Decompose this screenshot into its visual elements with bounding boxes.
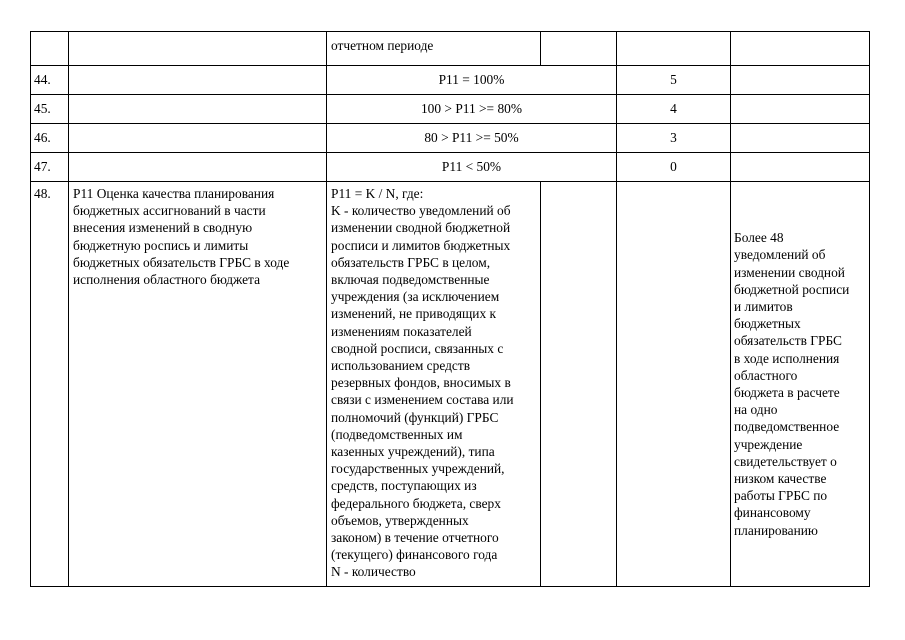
note-cell [731, 66, 870, 95]
table-row [31, 153, 870, 182]
extra-cell [617, 182, 731, 587]
score-cell [541, 32, 617, 66]
indicator-cell [69, 66, 327, 95]
score-cell: 0 [617, 153, 731, 182]
row-number-cell: 45. [31, 95, 69, 124]
formula-cell [327, 32, 541, 66]
row-number-cell: 44. [31, 66, 69, 95]
table-row [31, 182, 870, 587]
note-cell [731, 182, 870, 587]
score-cell: 5 [617, 66, 731, 95]
note-text: Более 48 уведомлений об изменении сводной бюджетной росписи и лимитов бюджетных обязательств ГРБС в ходе исполнения областного бюджета в расчете на одно подведомственное учреждение свидетельствует о низком качестве работы ГРБС по финансовому планированию [734, 230, 850, 538]
row-number-cell [31, 32, 69, 66]
row-number-cell: 46. [31, 124, 69, 153]
row-number-cell: 47. [31, 153, 69, 182]
note-cell [731, 95, 870, 124]
note-cell [731, 124, 870, 153]
indicator-cell [69, 32, 327, 66]
criteria-table [30, 31, 870, 587]
table-row [31, 95, 870, 124]
score-cell [541, 182, 617, 587]
formula-cell [327, 182, 541, 587]
note-cell [731, 32, 870, 66]
condition-cell: P11 = 100% [327, 66, 617, 95]
indicator-cell [69, 95, 327, 124]
indicator-cell [69, 124, 327, 153]
indicator-cell [69, 153, 327, 182]
indicator-text: P11 Оценка качества планирования бюджетных ассигнований в части внесения изменений в сводную бюджетную роспись и лимиты бюджетных обязательств ГРБС в ходе исполнения областного бюджета [73, 186, 290, 288]
row-number-cell: 48. [31, 182, 69, 587]
indicator-cell [69, 182, 327, 587]
formula-text: отчетном периоде [331, 38, 434, 53]
table-row [31, 124, 870, 153]
table-row [31, 32, 870, 66]
score-cell: 3 [617, 124, 731, 153]
formula-text: P11 = K / N, где: K - количество уведомлений об изменении сводной бюджетной росписи и лимитов бюджетных обязательств ГРБС в целом, включая подведомственные учреждения (за исключением изменений, не приводящих к изменениям показателей сводной росписи, связанных с использованием средств резервных фондов, вносимых в связи с изменением состава или полномочий (функций) ГРБС (подведомственных им казенных учреждений), типа государственных учреждений, средств, поступающих из федерального бюджета, сверх объемов, утвержденных законом) в течение отчетного (текущего) финансового года N - количество [331, 186, 514, 580]
table-row [31, 66, 870, 95]
score-cell: 4 [617, 95, 731, 124]
note-cell [731, 153, 870, 182]
condition-cell: P11 < 50% [327, 153, 617, 182]
condition-cell: 100 > P11 >= 80% [327, 95, 617, 124]
extra-cell [617, 32, 731, 66]
condition-cell: 80 > P11 >= 50% [327, 124, 617, 153]
